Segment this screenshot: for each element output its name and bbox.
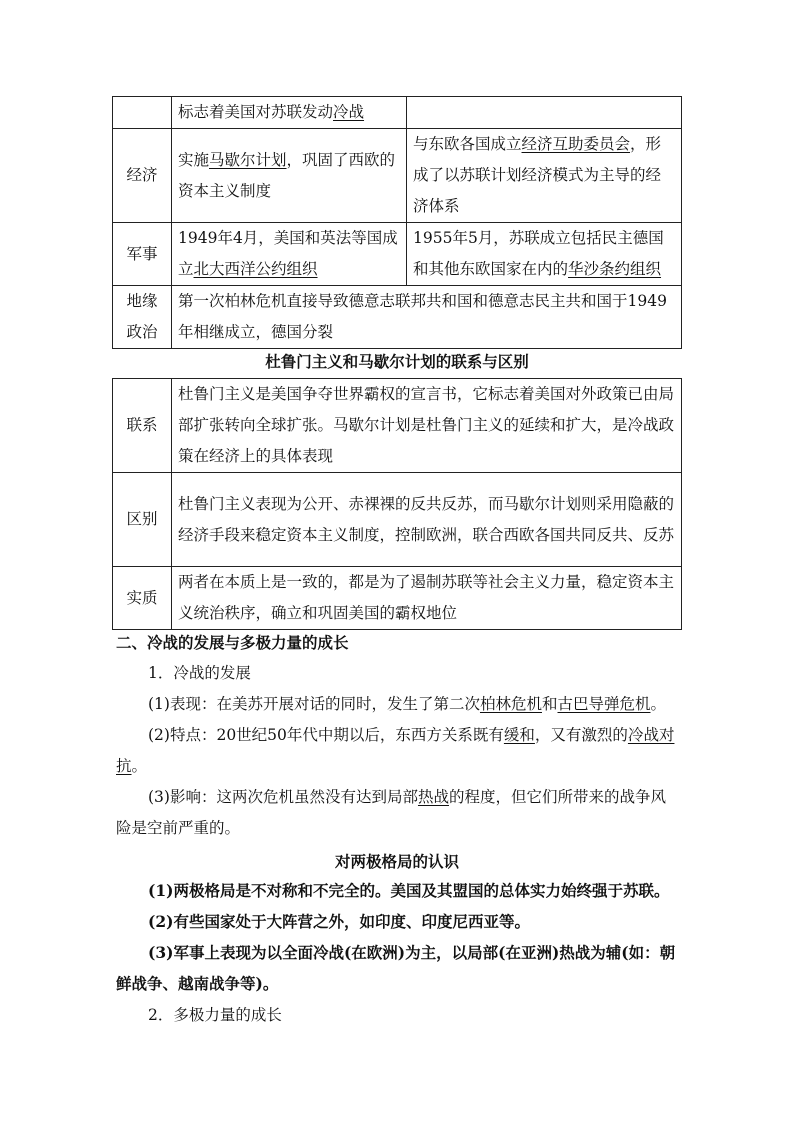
underlined-term: 柏林危机: [479, 695, 542, 713]
text: 和: [541, 695, 558, 713]
text: ，又有激烈的: [534, 726, 628, 744]
underlined-term: 古巴导弹危机: [557, 695, 651, 713]
underlined-term: 缓和: [503, 726, 535, 744]
underlined-term: 北大西洋公约组织: [193, 260, 318, 278]
subsection-title: 1．冷战的发展: [148, 664, 251, 682]
row-label: 联系: [113, 379, 172, 473]
row-content: 杜鲁门主义表现为公开、赤裸裸的反共反苏，而马歇尔计划则采用隐蔽的经济手段来稳定资本主义制度，控制欧洲，联合西欧各国共同反共、反苏: [172, 473, 682, 567]
text: (3)影响：这两次危机虽然没有达到局部: [148, 788, 418, 806]
row-content: 杜鲁门主义是美国争夺世界霸权的宣言书，它标志着美国对外政策已由局部扩张转向全球扩张。马歇尔计划是杜鲁门主义的延续和扩大，是冷战政策在经济上的具体表现: [172, 379, 682, 473]
bullet-point: (2)有些国家处于大阵营之外，如印度、印度尼西亚等。: [148, 912, 530, 931]
underlined-term: 经济互助委员会: [521, 135, 631, 153]
cell-text: 1949年4月，美国和英法等国成立: [178, 229, 398, 278]
label-line: 政治: [126, 323, 158, 341]
text: 。: [650, 695, 667, 713]
text: 的程度，但它们所带来的战争风险是空前严重的。: [116, 788, 666, 837]
paragraph-features: [116, 720, 678, 782]
underlined-term: 热战: [417, 788, 449, 806]
section-heading: 杜鲁门主义和马歇尔计划的联系与区别: [265, 352, 529, 371]
cell-us: [172, 97, 407, 129]
row-label: 区别: [113, 473, 172, 567]
cell-text: 标志着美国对苏联发动: [178, 103, 334, 121]
underlined-term: 冷战对抗: [116, 726, 675, 775]
table-row: [113, 567, 682, 630]
cell-us: [172, 129, 407, 223]
subsection-title: 2．多极力量的成长: [148, 1006, 282, 1024]
cell-text: 实施: [178, 150, 210, 169]
cell-ussr: [407, 223, 682, 286]
relation-table: [112, 378, 682, 630]
label-line: 地缘: [126, 292, 158, 310]
cell-merged: 第一次柏林危机直接导致德意志联邦共和国和德意志民主共和国于1949年相继成立，德国分裂: [172, 286, 682, 349]
cell-us: [172, 223, 407, 286]
table-row: [113, 97, 682, 129]
table-row: [113, 379, 682, 473]
cell-text: 1955年5月，苏联成立包括民主德国和其他东欧国家在内的: [413, 229, 664, 278]
row-label: 军事: [113, 223, 172, 286]
text: (1)表现：在美苏开展对话的同时，发生了第二次: [148, 695, 480, 713]
section-title: 二、冷战的发展与多极力量的成长: [116, 633, 349, 652]
table-row: [113, 286, 682, 349]
section-heading: 对两极格局的认识: [334, 852, 459, 871]
cell-text: ，巩固了西欧的资本主义制度: [178, 150, 396, 200]
comparison-table: [112, 96, 682, 349]
paragraph-manifestation: [116, 689, 678, 720]
underlined-term: 马歇尔计划: [209, 150, 287, 169]
row-label: [113, 97, 172, 129]
underlined-term: 冷战: [333, 103, 365, 121]
cell-ussr: [407, 97, 682, 129]
table-row: [113, 223, 682, 286]
text: (2)特点：20世纪50年代中期以后，东西方关系既有: [148, 726, 504, 744]
table-row: [113, 473, 682, 567]
row-label: 实质: [113, 567, 172, 630]
table-row: [113, 129, 682, 223]
row-label: [113, 286, 172, 349]
underlined-term: 华沙条约组织: [568, 260, 662, 278]
row-label: 经济: [113, 129, 172, 223]
paragraph-impact: [116, 782, 678, 844]
bullet-point: (1)两极格局是不对称和不完全的。美国及其盟国的总体实力始终强于苏联。: [148, 881, 670, 900]
cell-text: ，形成了以苏联计划经济模式为主导的经济体系: [413, 135, 662, 215]
cell-ussr: [407, 129, 682, 223]
row-content: 两者在本质上是一致的，都是为了遏制苏联等社会主义力量，稳定资本主义统治秩序，确立和巩固美国的霸权地位: [172, 567, 682, 630]
cell-text: 与东欧各国成立: [413, 135, 522, 153]
bullet-point: (3)军事上表现为以全面冷战(在欧洲)为主，以局部(在亚洲)热战为辅(如：朝鲜战争、越南战争等)。: [116, 943, 676, 993]
text: 。: [131, 757, 148, 775]
